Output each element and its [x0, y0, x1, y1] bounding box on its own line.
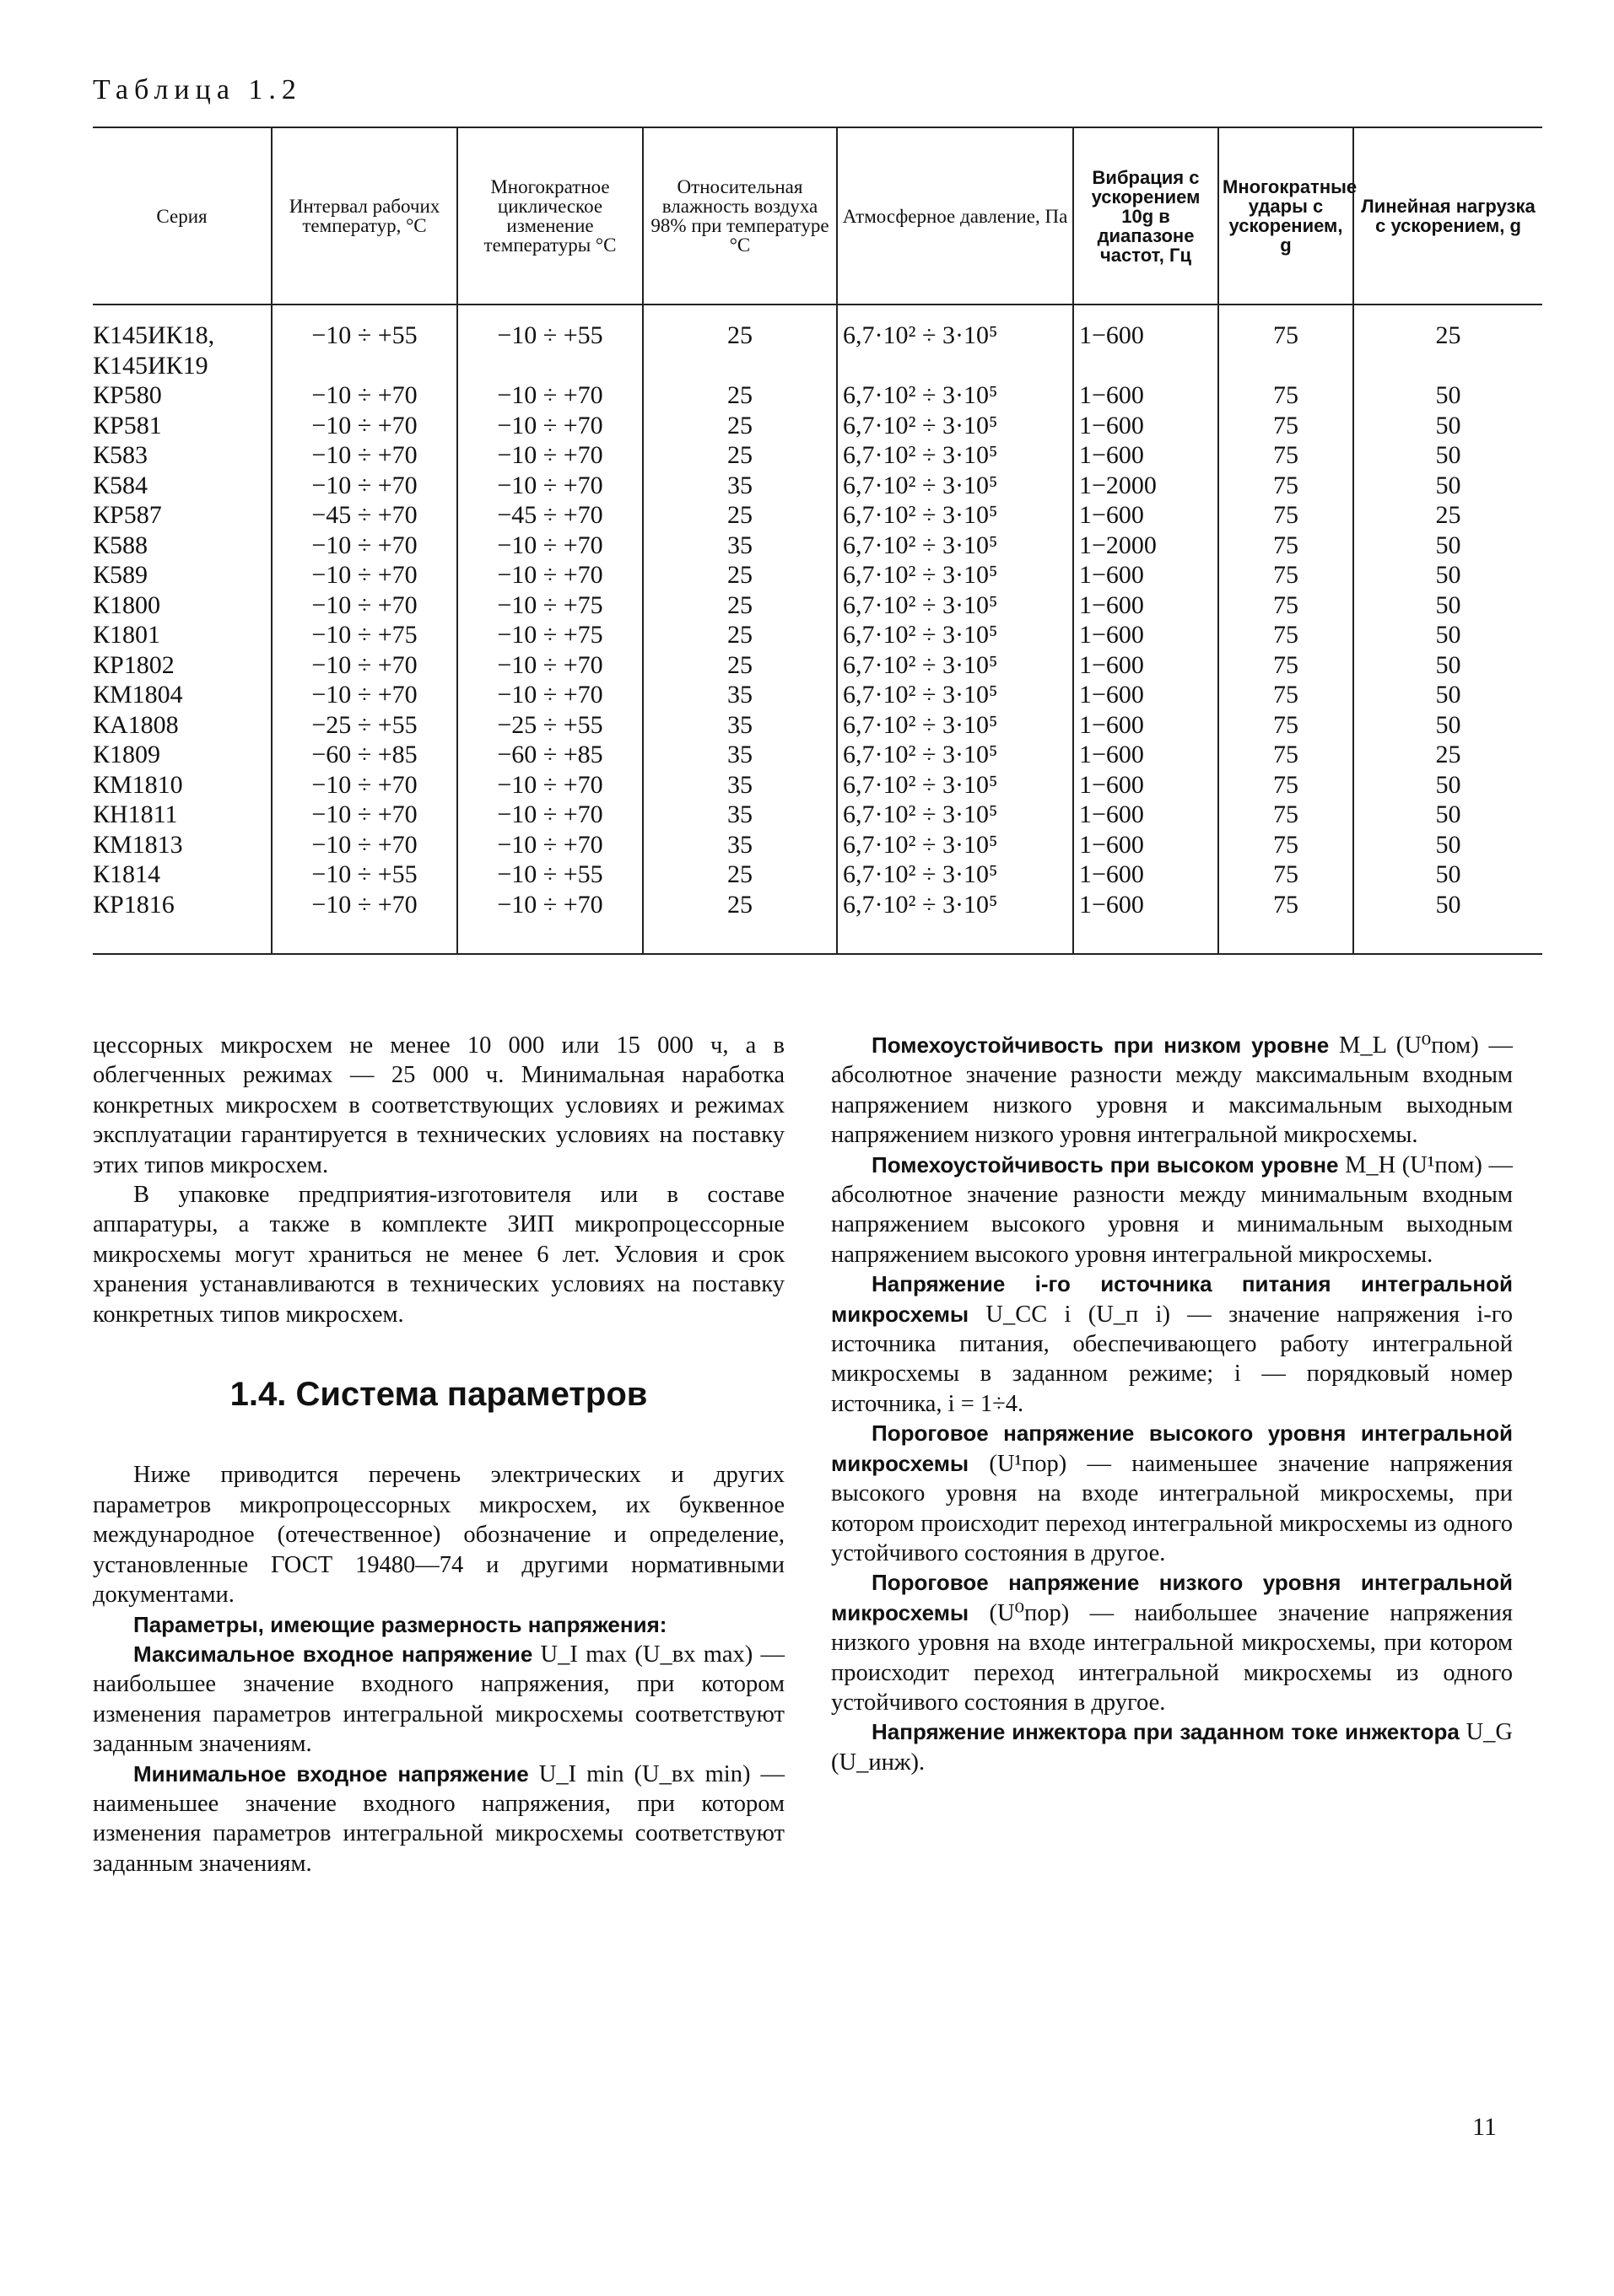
cell-pressure: 6,7·10² ÷ 3·10⁵: [837, 890, 1073, 955]
term-label: Напряжение инжектора при заданном токе инжектора: [872, 1719, 1460, 1745]
cell-temp-range: −10 ÷ +70: [272, 680, 457, 710]
cell-temp-cycling: −10 ÷ +55: [457, 305, 643, 380]
cell-series: КМ1810: [93, 770, 183, 799]
cell-humidity: 25: [643, 620, 837, 650]
term-label: Помехоустойчивость при высоком уровне: [872, 1151, 1339, 1178]
cell-humidity: 25: [643, 860, 837, 890]
definition-paragraph: [93, 1640, 785, 1760]
cell-temp-cycling: −25 ÷ +55: [457, 710, 643, 741]
cell-pressure: 6,7·10² ÷ 3·10⁵: [837, 830, 1073, 860]
cell-vibration: 1−600: [1073, 560, 1218, 590]
cell-shocks: 75: [1218, 740, 1353, 770]
cell-series: К589: [93, 561, 148, 589]
table-row: [93, 830, 1542, 860]
cell-temp-cycling: −10 ÷ +70: [457, 890, 643, 955]
cell-linear-load: 50: [1353, 560, 1542, 590]
cell-humidity: 25: [643, 305, 837, 380]
cell-series: КР1802: [93, 650, 175, 679]
cell-series: КР587: [93, 501, 162, 529]
cell-humidity: 35: [643, 471, 837, 501]
header-humidity: Относительная влажность воздуха 98% при температуре °С: [643, 127, 837, 305]
cell-series: К588: [93, 531, 148, 559]
cell-temp-cycling: −10 ÷ +70: [457, 830, 643, 860]
term-label: Параметры, имеющие размерность напряжения:: [133, 1611, 667, 1637]
paragraph: Ниже приводится перечень электрических и других параметров микропроцессорных микросхем, их буквенное международное (отечественное) обозначение и определение, установленные ГОСТ 19480—74 и другими нормативными документами.: [93, 1462, 785, 1609]
cell-vibration: 1−600: [1073, 710, 1218, 741]
cell-humidity: 25: [643, 440, 837, 471]
cell-temp-cycling: −10 ÷ +70: [457, 440, 643, 471]
definition-paragraph: [831, 1269, 1513, 1419]
cell-vibration: 1−600: [1073, 830, 1218, 860]
cell-linear-load: 50: [1353, 590, 1542, 621]
table-row: [93, 860, 1542, 890]
cell-linear-load: 50: [1353, 380, 1542, 411]
cell-pressure: 6,7·10² ÷ 3·10⁵: [837, 740, 1073, 770]
cell-temp-range: −10 ÷ +70: [272, 800, 457, 830]
table-row: [93, 380, 1542, 411]
cell-temp-range: −10 ÷ +70: [272, 590, 457, 621]
definition-text: (U⁰пор) — наибольшее значение напряжения низкого уровня на входе интегральной микросхемы, при котором происходит переход интегральной микросхемы из одного устойчивого состояния в другое.: [831, 1599, 1514, 1716]
cell-shocks: 75: [1218, 380, 1353, 411]
cell-linear-load: 50: [1353, 411, 1542, 441]
cell-vibration: 1−600: [1073, 770, 1218, 800]
cell-pressure: 6,7·10² ÷ 3·10⁵: [837, 620, 1073, 650]
table-row: [93, 560, 1542, 590]
paragraph: В упаковке предприятия-изготовителя или в составе аппаратуры, а также в комплекте ЗИП микропроцессорные микросхемы могут храниться не менее 6 лет. Условия и срок хранения устанавливаются в технических условиях на поставку конкретных типов микросхем.: [93, 1182, 785, 1328]
cell-vibration: 1−600: [1073, 680, 1218, 710]
cell-temp-cycling: −45 ÷ +70: [457, 500, 643, 531]
cell-pressure: 6,7·10² ÷ 3·10⁵: [837, 860, 1073, 890]
cell-humidity: 35: [643, 740, 837, 770]
term-label: Напряжение i-го источника питания интегральной микросхемы: [831, 1271, 1513, 1327]
cell-temp-range: −10 ÷ +75: [272, 620, 457, 650]
cell-temp-range: −10 ÷ +70: [272, 770, 457, 800]
cell-pressure: 6,7·10² ÷ 3·10⁵: [837, 680, 1073, 710]
cell-pressure: 6,7·10² ÷ 3·10⁵: [837, 471, 1073, 501]
cell-temp-cycling: −10 ÷ +70: [457, 380, 643, 411]
cell-vibration: 1−600: [1073, 590, 1218, 621]
cell-linear-load: 25: [1353, 740, 1542, 770]
cell-series: КМ1813: [93, 830, 183, 859]
table-row: [93, 740, 1542, 770]
cell-pressure: 6,7·10² ÷ 3·10⁵: [837, 650, 1073, 681]
cell-temp-cycling: −60 ÷ +85: [457, 740, 643, 770]
table-row: [93, 531, 1542, 561]
table-row: [93, 680, 1542, 710]
header-series: Серия: [93, 127, 272, 305]
cell-linear-load: 50: [1353, 650, 1542, 681]
table-row: [93, 590, 1542, 621]
term-label: Пороговое напряжение низкого уровня интегральной микросхемы: [831, 1570, 1513, 1625]
cell-shocks: 75: [1218, 560, 1353, 590]
cell-temp-cycling: −10 ÷ +70: [457, 560, 643, 590]
cell-linear-load: 50: [1353, 890, 1542, 955]
table-row: [93, 890, 1542, 955]
section-heading: 1.4. Система параметров: [229, 1376, 648, 1414]
right-text-column: [831, 1031, 1513, 1777]
cell-linear-load: 50: [1353, 531, 1542, 561]
table-header-row: [93, 127, 1542, 305]
cell-vibration: 1−2000: [1073, 471, 1218, 501]
header-temp-cycling: Многократное циклическое изменение температуры °С: [457, 127, 643, 305]
cell-shocks: 75: [1218, 830, 1353, 860]
definition-text: U_CC i (U_п i) — значение напряжения i-го источника питания, обеспечивающего работу интегральной микросхемы в заданном режиме; i — порядковый номер источника, i = 1÷4.: [831, 1301, 1513, 1417]
cell-linear-load: 50: [1353, 680, 1542, 710]
cell-series: К1809: [93, 741, 161, 768]
cell-temp-range: −10 ÷ +55: [272, 305, 457, 380]
term-label: Помехоустойчивость при низком уровне: [872, 1032, 1330, 1058]
definition-paragraph: [831, 1419, 1513, 1568]
cell-pressure: 6,7·10² ÷ 3·10⁵: [837, 800, 1073, 830]
cell-temp-range: −10 ÷ +70: [272, 440, 457, 471]
cell-vibration: 1−600: [1073, 800, 1218, 830]
cell-linear-load: 50: [1353, 800, 1542, 830]
cell-temp-range: −10 ÷ +70: [272, 411, 457, 441]
table-caption: Таблица 1.2: [93, 74, 302, 105]
cell-shocks: 75: [1218, 710, 1353, 741]
cell-temp-range: −10 ÷ +70: [272, 380, 457, 411]
cell-vibration: 1−600: [1073, 411, 1218, 441]
cell-shocks: 75: [1218, 305, 1353, 380]
cell-linear-load: 50: [1353, 620, 1542, 650]
cell-temp-range: −10 ÷ +70: [272, 560, 457, 590]
cell-temp-range: −10 ÷ +70: [272, 890, 457, 955]
cell-pressure: 6,7·10² ÷ 3·10⁵: [837, 590, 1073, 621]
cell-vibration: 1−600: [1073, 620, 1218, 650]
cell-pressure: 6,7·10² ÷ 3·10⁵: [837, 411, 1073, 441]
cell-temp-range: −45 ÷ +70: [272, 500, 457, 531]
definition-paragraph: [831, 1568, 1513, 1717]
page-number: 11: [1472, 2113, 1497, 2141]
table-row: [93, 411, 1542, 441]
term-label: Максимальное входное напряжение: [133, 1641, 533, 1667]
cell-series: КН1811: [93, 800, 178, 828]
cell-vibration: 1−600: [1073, 860, 1218, 890]
cell-pressure: 6,7·10² ÷ 3·10⁵: [837, 710, 1073, 741]
cell-temp-cycling: −10 ÷ +70: [457, 471, 643, 501]
cell-series: К1800: [93, 590, 161, 619]
term-label: Минимальное входное напряжение: [133, 1760, 529, 1787]
definition-paragraph: [831, 1151, 1513, 1270]
cell-humidity: 35: [643, 830, 837, 860]
cell-vibration: 1−600: [1073, 740, 1218, 770]
cell-temp-cycling: −10 ÷ +70: [457, 411, 643, 441]
table-row: [93, 770, 1542, 800]
definition-text: M_H (U¹пом) — абсолютное значение разности между минимальным входным напряжением высокого уровня и минимальным выходным напряжением высокого уровня интегральной микросхемы.: [831, 1151, 1513, 1268]
cell-shocks: 75: [1218, 680, 1353, 710]
cell-vibration: 1−2000: [1073, 531, 1218, 561]
cell-vibration: 1−600: [1073, 890, 1218, 955]
cell-pressure: 6,7·10² ÷ 3·10⁵: [837, 440, 1073, 471]
cell-humidity: 25: [643, 650, 837, 681]
cell-linear-load: 50: [1353, 440, 1542, 471]
definition-text: M_L (U⁰пом) — абсолютное значение разности между максимальным входным напряжением низкого уровня и максимальным выходным напряжением низкого уровня интегральной микросхемы.: [831, 1032, 1513, 1149]
cell-vibration: 1−600: [1073, 440, 1218, 471]
table-row: [93, 305, 1542, 380]
cell-temp-cycling: −10 ÷ +70: [457, 800, 643, 830]
cell-humidity: 25: [643, 411, 837, 441]
cell-humidity: 35: [643, 800, 837, 830]
cell-vibration: 1−600: [1073, 650, 1218, 681]
cell-shocks: 75: [1218, 860, 1353, 890]
cell-shocks: 75: [1218, 770, 1353, 800]
cell-pressure: 6,7·10² ÷ 3·10⁵: [837, 560, 1073, 590]
cell-shocks: 75: [1218, 440, 1353, 471]
table-row: [93, 710, 1542, 741]
cell-series: КР581: [93, 411, 162, 439]
definition-text: U_I max (U_вх max) — наибольшее значение входного напряжения, при котором изменения параметров интегральной микросхемы соответствуют заданным значениям.: [93, 1641, 785, 1758]
cell-shocks: 75: [1218, 590, 1353, 621]
cell-shocks: 75: [1218, 500, 1353, 531]
cell-humidity: 25: [643, 890, 837, 955]
term-label: Пороговое напряжение высокого уровня интегральной микросхемы: [831, 1420, 1513, 1476]
table-row: [93, 500, 1542, 531]
header-temp-range: Интервал рабочих температур, °С: [272, 127, 457, 305]
paragraph: [93, 1610, 785, 1640]
definition-text: U_I min (U_вх min) — наименьшее значение входного напряжения, при котором изменения параметров интегральной микросхемы соответствуют заданным значениям.: [93, 1760, 785, 1877]
table-row: [93, 650, 1542, 681]
cell-humidity: 35: [643, 531, 837, 561]
cell-linear-load: 25: [1353, 500, 1542, 531]
definition-paragraph: [93, 1760, 785, 1879]
cell-temp-range: −60 ÷ +85: [272, 740, 457, 770]
cell-shocks: 75: [1218, 800, 1353, 830]
cell-series: КМ1804: [93, 681, 183, 709]
table-row: [93, 440, 1542, 471]
header-linear-load: Линейная нагрузка с ускорением, g: [1353, 127, 1542, 305]
cell-temp-range: −10 ÷ +70: [272, 471, 457, 501]
cell-series: КА1808: [93, 710, 179, 739]
cell-temp-cycling: −10 ÷ +55: [457, 860, 643, 890]
cell-temp-range: −25 ÷ +55: [272, 710, 457, 741]
cell-pressure: 6,7·10² ÷ 3·10⁵: [837, 380, 1073, 411]
cell-humidity: 25: [643, 590, 837, 621]
cell-humidity: 25: [643, 560, 837, 590]
paragraph: цессорных микросхем не менее 10 000 или 15 000 ч, а в облегченных режимах — 25 000 ч. Минимальная наработка конкретных микросхем в соответствующих условиях и режимах эксплуатации гарантируется в технических условиях на поставку этих типов микросхем.: [93, 1032, 785, 1178]
cell-shocks: 75: [1218, 531, 1353, 561]
cell-temp-cycling: −10 ÷ +75: [457, 590, 643, 621]
cell-vibration: 1−600: [1073, 500, 1218, 531]
spec-table: [93, 127, 1542, 955]
cell-temp-cycling: −10 ÷ +70: [457, 680, 643, 710]
cell-shocks: 75: [1218, 890, 1353, 955]
definition-paragraph: [831, 1717, 1513, 1777]
cell-linear-load: 50: [1353, 860, 1542, 890]
definition-text: (U¹пор) — наименьшее значение напряжения высокого уровня на входе интегральной микросхемы, при котором происходит переход интегральной микросхемы из одного устойчивого состояния в другое.: [831, 1450, 1514, 1566]
cell-temp-range: −10 ÷ +70: [272, 531, 457, 561]
table-row: [93, 471, 1542, 501]
definition-text: U_G (U_инж).: [831, 1719, 1513, 1776]
cell-humidity: 35: [643, 680, 837, 710]
table-row: [93, 800, 1542, 830]
cell-temp-range: −10 ÷ +70: [272, 650, 457, 681]
cell-shocks: 75: [1218, 620, 1353, 650]
cell-temp-cycling: −10 ÷ +75: [457, 620, 643, 650]
cell-linear-load: 50: [1353, 471, 1542, 501]
cell-pressure: 6,7·10² ÷ 3·10⁵: [837, 305, 1073, 380]
cell-series: К584: [93, 471, 148, 499]
cell-vibration: 1−600: [1073, 380, 1218, 411]
cell-pressure: 6,7·10² ÷ 3·10⁵: [837, 770, 1073, 800]
cell-series: К1801: [93, 621, 161, 649]
cell-temp-range: −10 ÷ +70: [272, 830, 457, 860]
cell-humidity: 35: [643, 710, 837, 741]
cell-series: К145ИК18, К145ИК19: [93, 321, 215, 380]
cell-pressure: 6,7·10² ÷ 3·10⁵: [837, 500, 1073, 531]
cell-pressure: 6,7·10² ÷ 3·10⁵: [837, 531, 1073, 561]
cell-shocks: 75: [1218, 411, 1353, 441]
cell-series: К1814: [93, 860, 161, 888]
header-vibration: Вибрация с ускорением 10g в диапазоне частот, Гц: [1073, 127, 1218, 305]
cell-temp-cycling: −10 ÷ +70: [457, 770, 643, 800]
header-pressure: Атмосферное давление, Па: [837, 127, 1073, 305]
cell-humidity: 25: [643, 500, 837, 531]
table-row: [93, 620, 1542, 650]
definition-paragraph: [831, 1031, 1513, 1151]
cell-humidity: 25: [643, 380, 837, 411]
cell-shocks: 75: [1218, 650, 1353, 681]
cell-humidity: 35: [643, 770, 837, 800]
cell-vibration: 1−600: [1073, 305, 1218, 380]
cell-linear-load: 25: [1353, 305, 1542, 380]
cell-linear-load: 50: [1353, 770, 1542, 800]
cell-linear-load: 50: [1353, 710, 1542, 741]
header-shocks: Многократные удары с ускорением, g: [1218, 127, 1353, 305]
cell-series: КР1816: [93, 890, 272, 955]
cell-shocks: 75: [1218, 471, 1353, 501]
cell-series: КР580: [93, 381, 162, 409]
cell-linear-load: 50: [1353, 830, 1542, 860]
left-text-column: [93, 1031, 785, 1878]
cell-series: К583: [93, 441, 148, 469]
cell-temp-cycling: −10 ÷ +70: [457, 531, 643, 561]
cell-temp-cycling: −10 ÷ +70: [457, 650, 643, 681]
cell-temp-range: −10 ÷ +55: [272, 860, 457, 890]
